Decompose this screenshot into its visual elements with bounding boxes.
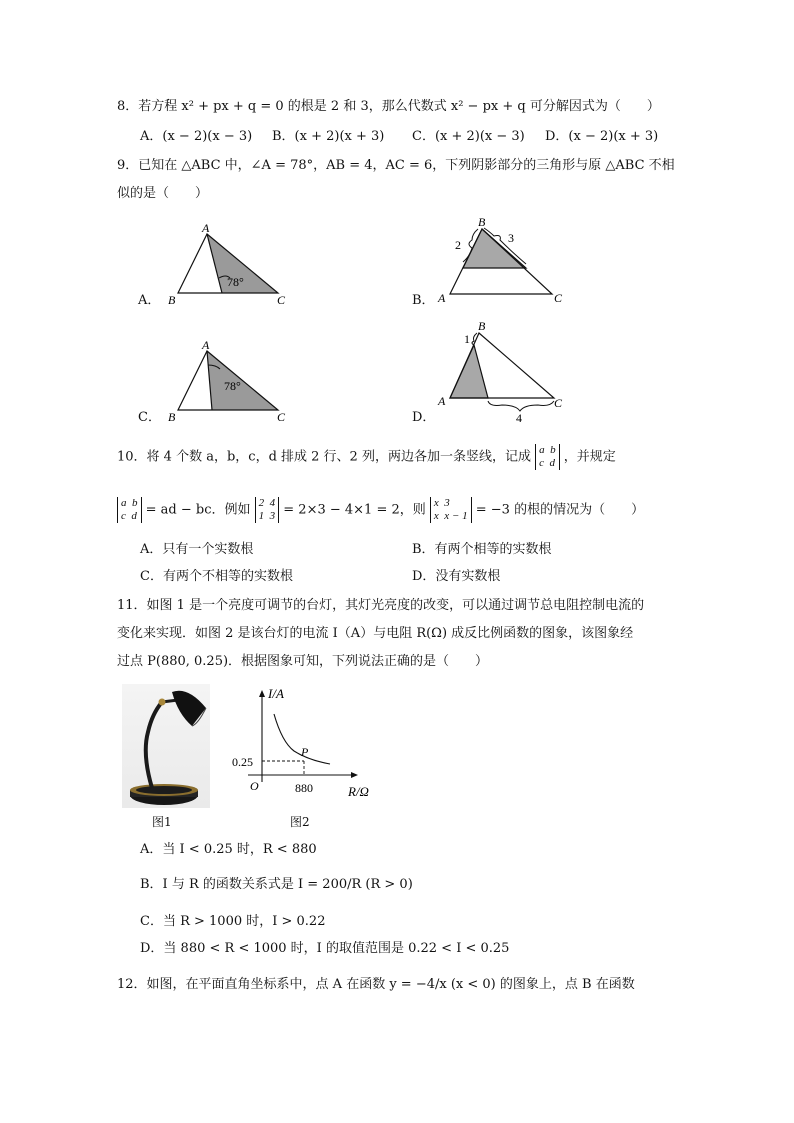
q9-option-b-label: B． xyxy=(412,293,435,308)
vertex-label-b: B xyxy=(168,410,176,424)
q9-stem-line2: 似的是（ ） xyxy=(117,186,209,201)
q9-figure-c xyxy=(160,337,300,427)
q10-stem-line2 xyxy=(117,497,644,523)
q11-option-d: D．当 880 < R < 1000 时，I 的取值范围是 0.22 < I < 0.25 xyxy=(140,941,510,956)
y-axis-label: I/A xyxy=(268,686,284,701)
q10-determinant-example: 2 4 1 3 xyxy=(255,497,280,523)
vertex-label-c: C xyxy=(277,410,286,424)
vertex-label-a: A xyxy=(202,338,210,352)
q10-determinant-symbol: a b c d xyxy=(535,444,560,470)
q12-stem: 12．如图，在平面直角坐标系中，点 A 在函数 y = −4/x (x < 0) 的图象上，点 B 在函数 xyxy=(117,977,635,992)
vertex-label-c: C xyxy=(277,293,286,307)
q10-stem-post: ，并规定 xyxy=(563,449,616,465)
vertex-label-b: B xyxy=(478,215,486,229)
vertex-label-c: C xyxy=(554,396,563,410)
q10-stem-pre: 10．将 4 个数 a，b，c，d 排成 2 行、2 列，两边各加一条竖线，记成 xyxy=(117,449,531,465)
lamp-icon xyxy=(122,684,210,808)
q11-stem-line1: 11．如图 1 是一个亮度可调节的台灯，其灯光亮度的改变，可以通过调节总电阻控制电流的 xyxy=(117,598,645,613)
q10-rule: = ad − bc．例如 xyxy=(145,502,251,518)
point-label: P xyxy=(301,745,309,759)
length-label-2: 2 xyxy=(455,238,461,252)
vertex-label-c: C xyxy=(554,291,563,305)
vertex-label-a: A xyxy=(438,291,446,305)
fig2-graph xyxy=(228,684,388,802)
q9-figure-a xyxy=(160,220,300,310)
q10-tail: = −3 的根的情况为（ ） xyxy=(475,502,645,518)
q10-stem-line1 xyxy=(117,444,616,470)
q11-option-c: C．当 R > 1000 时，I > 0.22 xyxy=(140,914,326,929)
angle-label: 78° xyxy=(227,275,244,289)
lamp-photo xyxy=(122,684,210,808)
q10-option-b: B．有两个相等的实数根 xyxy=(412,542,552,557)
vertex-label-a: A xyxy=(438,394,446,408)
origin-label: O xyxy=(250,779,259,793)
q10-option-d: D．没有实数根 xyxy=(412,569,501,584)
x-axis-label: R/Ω xyxy=(348,784,369,799)
q10-determinant-def: a b c d xyxy=(117,497,142,523)
y-tick-label: 0.25 xyxy=(232,755,253,769)
q9-option-c-label: C． xyxy=(138,410,161,425)
q11-option-a: A．当 I < 0.25 时，R < 880 xyxy=(140,842,317,857)
q9-stem-line1: 9．已知在 △ABC 中，∠A = 78°，AB = 4，AC = 6，下列阴影部分的三角形与原 △ABC 不相 xyxy=(117,158,675,173)
angle-label: 78° xyxy=(224,379,241,393)
length-label-4: 4 xyxy=(516,411,522,425)
q8-option-a: A．(x − 2)(x − 3) xyxy=(140,129,253,144)
q9-figure-d xyxy=(432,315,582,427)
x-tick-label: 880 xyxy=(295,781,313,795)
q10-example: = 2×3 − 4×1 = 2，则 xyxy=(283,502,426,518)
shaded-triangle xyxy=(450,345,488,398)
q9-figure-b xyxy=(432,212,582,307)
length-label-1: 1 xyxy=(464,332,470,346)
vertex-label-b: B xyxy=(478,319,486,333)
q8-option-c: C．(x + 2)(x − 3) xyxy=(412,129,525,144)
vertex-label-a: A xyxy=(202,221,210,235)
vertex-label-b: B xyxy=(168,293,176,307)
q8-option-d: D．(x − 2)(x + 3) xyxy=(545,129,659,144)
fig2-caption: 图2 xyxy=(290,815,310,829)
q9-option-a-label: A． xyxy=(138,293,161,308)
q10-determinant-equation: x 3 x x − 1 xyxy=(430,497,472,523)
q11-option-b: B．I 与 R 的函数关系式是 I = 200/R (R > 0) xyxy=(140,877,413,892)
q9-option-d-label: D． xyxy=(412,410,436,425)
length-label-3: 3 xyxy=(508,231,514,245)
fig1-caption: 图1 xyxy=(152,815,172,829)
q11-stem-line3: 过点 P(880, 0.25)．根据图象可知，下列说法正确的是（ ） xyxy=(117,654,489,669)
q11-stem-line2: 变化来实现．如图 2 是该台灯的电流 I（A）与电阻 R(Ω) 成反比例函数的图象，该图象经 xyxy=(117,626,634,641)
q8-option-b: B．(x + 2)(x + 3) xyxy=(272,129,385,144)
q10-option-c: C．有两个不相等的实数根 xyxy=(140,569,293,584)
q10-option-a: A．只有一个实数根 xyxy=(140,542,254,557)
q8-stem: 8．若方程 x² + px + q = 0 的根是 2 和 3，那么代数式 x² − px + q 可分解因式为（ ） xyxy=(117,99,660,114)
